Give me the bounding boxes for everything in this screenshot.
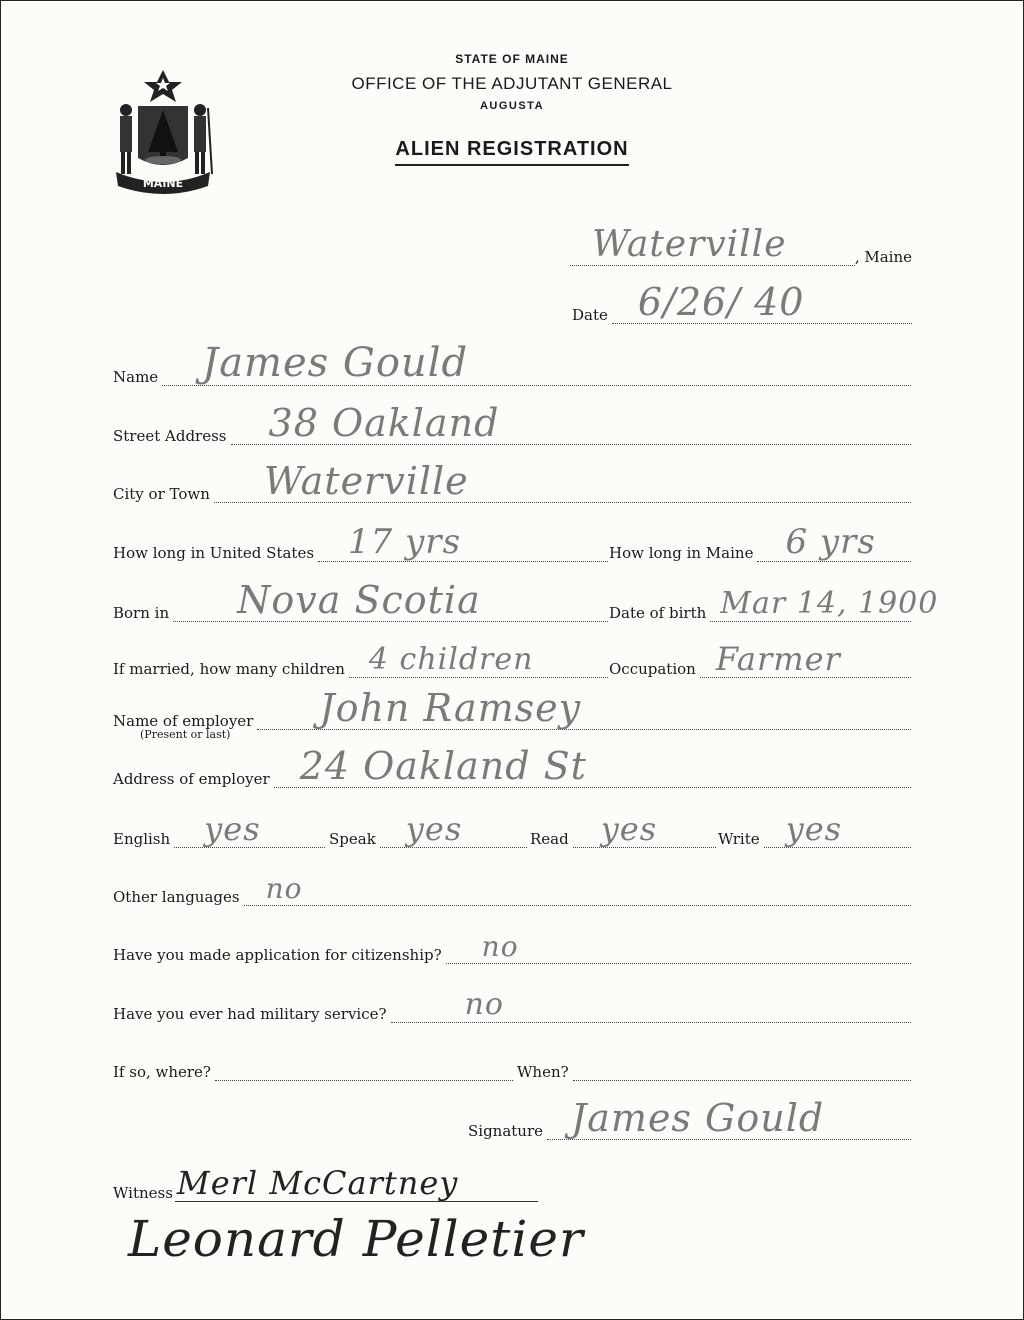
dob-value: Mar 14, 1900 [720, 586, 939, 621]
place-value: Waterville [592, 224, 787, 265]
date-label: Date [572, 306, 608, 324]
military-line [391, 987, 911, 1023]
english-field [113, 810, 325, 848]
signature-label: Signature [468, 1122, 544, 1140]
when-field [517, 1059, 911, 1081]
header-office: OFFICE OF THE ADJUTANT GENERAL [351, 74, 673, 93]
date-field [572, 280, 912, 324]
name-value: James Gould [202, 340, 469, 386]
us-duration-value: 17 yrs [348, 522, 462, 562]
maine-duration-value: 6 yrs [785, 522, 876, 562]
children-label: If married, how many children [113, 660, 345, 678]
employer-label: Name of employer [113, 712, 254, 730]
children-value: 4 children [368, 642, 534, 677]
where-label: If so, where? [113, 1063, 211, 1081]
other-languages-value: no [265, 872, 303, 905]
english-label: English [113, 830, 171, 848]
employer-line [257, 686, 911, 730]
date-value: 6/26/ 40 [637, 280, 805, 324]
write-label: Write [718, 830, 760, 848]
children-line [349, 642, 608, 678]
city-line [214, 459, 911, 503]
name-field [113, 340, 911, 386]
where-line [215, 1066, 513, 1081]
citizenship-line [446, 930, 911, 964]
form-title: ALIEN REGISTRATION [395, 138, 628, 166]
citizenship-field [113, 930, 911, 964]
street-line [231, 401, 911, 445]
place-line [570, 224, 855, 266]
witness-field [113, 1164, 538, 1202]
where-field [113, 1059, 513, 1081]
city-field [113, 459, 911, 503]
header-state: STATE OF MAINE [455, 52, 569, 66]
other-languages-field [113, 872, 911, 906]
speak-line [380, 810, 527, 848]
other-languages-label: Other languages [113, 888, 240, 906]
born-field [113, 578, 608, 622]
speak-value: yes [405, 810, 463, 848]
city-label: City or Town [113, 485, 210, 503]
employer-address-value: 24 Oakland St [299, 744, 587, 788]
write-line [764, 810, 911, 848]
employer-value: John Ramsey [319, 686, 582, 730]
second-witness-signature: Leonard Pelletier [128, 1210, 584, 1268]
when-label: When? [517, 1063, 569, 1081]
signature-field [468, 1096, 911, 1140]
read-field [530, 810, 716, 848]
read-label: Read [530, 830, 569, 848]
seal-banner-text: MAINE [142, 177, 184, 190]
maine-duration-field [609, 522, 911, 562]
other-languages-line [244, 872, 911, 906]
place-field [570, 224, 912, 266]
signature-line [547, 1096, 911, 1140]
dob-field [609, 586, 939, 622]
street-label: Street Address [113, 427, 227, 445]
occupation-label: Occupation [609, 660, 696, 678]
born-value: Nova Scotia [237, 578, 481, 622]
speak-field [329, 810, 527, 848]
english-value: yes [204, 810, 261, 848]
occupation-value: Farmer [715, 640, 841, 678]
employer-address-line [274, 744, 911, 788]
street-field [113, 401, 911, 445]
write-field [718, 810, 911, 848]
born-label: Born in [113, 604, 170, 622]
military-label: Have you ever had military service? [113, 1005, 387, 1023]
write-value: yes [785, 810, 843, 848]
speak-label: Speak [329, 830, 376, 848]
place-suffix: , Maine [854, 248, 912, 266]
when-line [573, 1066, 911, 1081]
employer-sublabel: (Present or last) [140, 728, 231, 741]
read-value: yes [600, 810, 658, 848]
name-label: Name [113, 368, 159, 386]
signature-value: James Gould [571, 1096, 825, 1140]
name-line [162, 340, 911, 386]
form-header [0, 52, 1024, 166]
us-duration-line [318, 522, 608, 562]
dob-line [710, 586, 939, 622]
citizenship-value: no [481, 930, 519, 963]
witness-value: Merl McCartney [176, 1164, 459, 1202]
employer-field [113, 686, 911, 730]
read-line [573, 810, 716, 848]
us-duration-label: How long in United States [113, 544, 315, 562]
employer-address-field [113, 744, 911, 788]
employer-address-label: Address of employer [113, 770, 270, 788]
maine-duration-line [757, 522, 911, 562]
street-value: 38 Oakland [268, 401, 500, 445]
military-field [113, 987, 911, 1023]
maine-duration-label: How long in Maine [609, 544, 754, 562]
dob-label: Date of birth [609, 604, 707, 622]
english-line [174, 810, 325, 848]
us-duration-field [113, 522, 608, 562]
witness-label: Witness [113, 1184, 173, 1202]
born-line [173, 578, 608, 622]
date-line [612, 280, 912, 324]
header-city: AUGUSTA [479, 100, 545, 112]
occupation-field [609, 640, 911, 678]
military-value: no [464, 987, 504, 1022]
citizenship-label: Have you made application for citizenship? [113, 946, 442, 964]
city-value: Waterville [263, 459, 469, 503]
witness-line [175, 1164, 538, 1202]
occupation-line [700, 640, 911, 678]
children-field [113, 642, 608, 678]
